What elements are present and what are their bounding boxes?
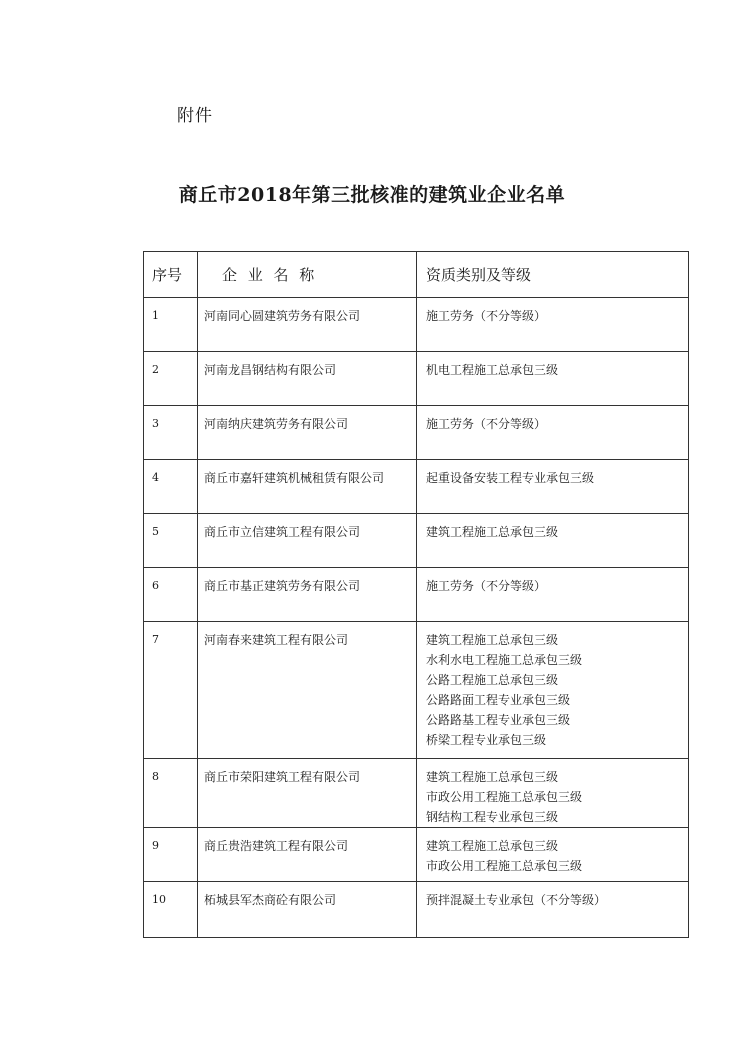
row-number: 4 [144, 460, 198, 514]
header-no: 序号 [144, 252, 198, 298]
qualification-cell [417, 568, 689, 622]
enterprise-name: 柘城县军杰商砼有限公司 [198, 882, 417, 938]
enterprise-name: 商丘贵浩建筑工程有限公司 [198, 828, 417, 882]
qualification-cell [417, 406, 689, 460]
header-name: 企 业 名 称 [198, 252, 417, 298]
table-row [144, 759, 689, 828]
enterprise-name: 河南春来建筑工程有限公司 [198, 622, 417, 759]
qualification-item: 公路路面工程专业承包三级 [426, 693, 571, 707]
row-number: 1 [144, 298, 198, 352]
page-title: 商丘市2018年第三批核准的建筑业企业名单 [178, 184, 566, 206]
qualification-item: 钢结构工程专业承包三级 [426, 810, 559, 824]
qualification-item: 建筑工程施工总承包三级 [426, 770, 559, 784]
qualification-cell [417, 460, 689, 514]
qualification-cell [417, 759, 689, 828]
table-row [144, 406, 689, 460]
enterprise-name: 商丘市基正建筑劳务有限公司 [198, 568, 417, 622]
qualification-item: 机电工程施工总承包三级 [426, 363, 559, 377]
table-row [144, 298, 689, 352]
qualification-item: 桥梁工程专业承包三级 [426, 733, 547, 747]
enterprise-name: 商丘市立信建筑工程有限公司 [198, 514, 417, 568]
table-row [144, 622, 689, 759]
qualification-item: 市政公用工程施工总承包三级 [426, 790, 583, 804]
enterprise-name: 商丘市荣阳建筑工程有限公司 [198, 759, 417, 828]
qualification-item: 水利水电工程施工总承包三级 [426, 653, 583, 667]
row-number: 9 [144, 828, 198, 882]
row-number: 5 [144, 514, 198, 568]
qualification-cell [417, 828, 689, 882]
table-row [144, 460, 689, 514]
qualification-cell [417, 352, 689, 406]
table-row [144, 828, 689, 882]
qualification-cell [417, 514, 689, 568]
row-number: 3 [144, 406, 198, 460]
qualification-cell [417, 298, 689, 352]
qualification-cell [417, 622, 689, 759]
row-number: 6 [144, 568, 198, 622]
enterprise-name: 河南同心圆建筑劳务有限公司 [198, 298, 417, 352]
qualification-item: 建筑工程施工总承包三级 [426, 525, 559, 539]
qualification-cell [417, 882, 689, 938]
qualification-item: 施工劳务（不分等级） [426, 417, 547, 431]
row-number: 8 [144, 759, 198, 828]
header-qualification: 资质类别及等级 [417, 252, 689, 298]
table-row [144, 514, 689, 568]
qualification-item: 公路路基工程专业承包三级 [426, 713, 571, 727]
qualification-item: 建筑工程施工总承包三级 [426, 839, 559, 853]
attachment-label: 附件 [177, 106, 213, 126]
qualification-item: 施工劳务（不分等级） [426, 309, 547, 323]
qualification-item: 施工劳务（不分等级） [426, 579, 547, 593]
table-row [144, 568, 689, 622]
table-row [144, 352, 689, 406]
enterprise-name: 商丘市嘉轩建筑机械租赁有限公司 [198, 460, 417, 514]
qualification-item: 市政公用工程施工总承包三级 [426, 859, 583, 873]
row-number: 10 [144, 882, 198, 938]
enterprise-table [143, 251, 689, 938]
enterprise-name: 河南龙昌钢结构有限公司 [198, 352, 417, 406]
qualification-item: 预拌混凝土专业承包（不分等级） [426, 893, 607, 907]
row-number: 7 [144, 622, 198, 759]
row-number: 2 [144, 352, 198, 406]
qualification-item: 建筑工程施工总承包三级 [426, 633, 559, 647]
table-row [144, 882, 689, 938]
qualification-item: 公路工程施工总承包三级 [426, 673, 559, 687]
qualification-item: 起重设备安装工程专业承包三级 [426, 471, 595, 485]
enterprise-name: 河南纳庆建筑劳务有限公司 [198, 406, 417, 460]
table-header-row [144, 252, 689, 298]
